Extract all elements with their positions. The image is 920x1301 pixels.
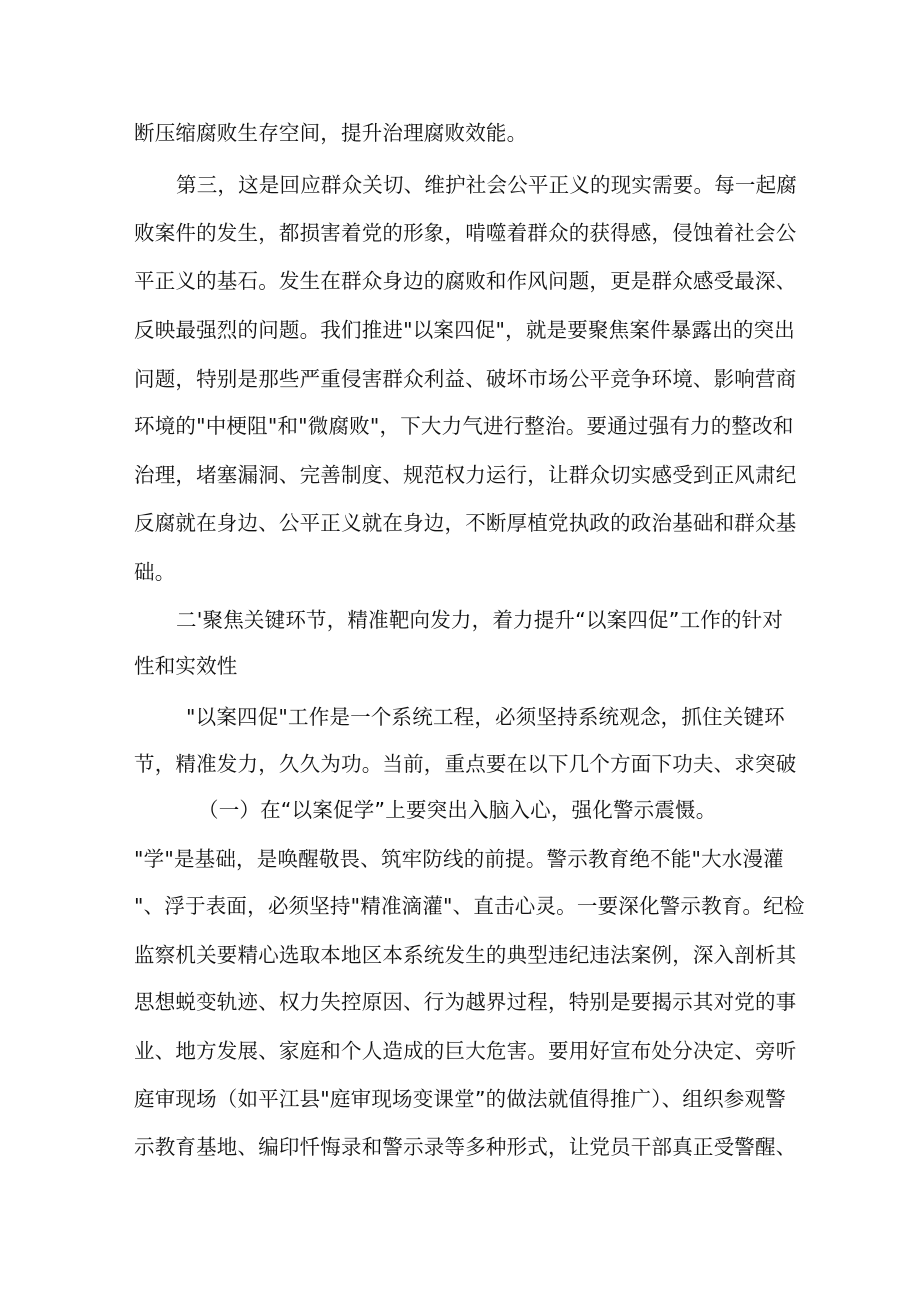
text-line-20: 业、地方发展、家庭和个人造成的巨大危害。要用好宣布处分决定、旁听 [134,1039,797,1063]
text-line-4: 平正义的基石。发生在群众身边的腐败和作风问题，更是群众感受最深、 [134,269,797,293]
text-line-14: 节，精准发力，久久为功。当前，重点要在以下几个方面下功夫、求突破 [134,752,797,776]
text-line-10: 础。 [134,560,176,584]
text-line-19: 思想蜕变轨迹、权力失控原因、行为越界过程，特别是要揭示其对党的事 [134,990,797,1014]
text-line-5: 反映最强烈的问题。我们推进"以案四促"，就是要聚焦案件暴露出的突出 [134,318,795,342]
text-line-22: 示教育基地、编印忏悔录和警示录等多种形式，让党员干部真正受警醒、 [134,1135,797,1159]
text-line-6: 问题，特别是那些严重侵害群众利益、破坏市场公平竞争环境、影响营商 [134,367,797,391]
text-line-21: 庭审现场（如平江县"庭审现场变课堂”的做法就值得推广）、组织参观警 [134,1087,786,1111]
text-line-1: 断压缩腐败生存空间，提升治理腐败效能。 [134,121,528,145]
section-heading-line-1: 二'聚焦关键环节，精准靶向发力，着力提升“以案四促”工作的针对 [176,608,784,632]
text-line-2: 第三，这是回应群众关切、维护社会公平正义的现实需要。每一起腐 [176,173,797,197]
text-line-16: "学"是基础，是唤醒敬畏、筑牢防线的前提。警示教育绝不能"大水漫灌 [134,847,784,871]
text-line-13: "以案四促"工作是一个系统工程，必须坚持系统观念，抓住关键环 [186,705,785,729]
text-line-17: "、浮于表面，必须坚持"精准滴灌"、直击心灵。一要深化警示教育。纪检 [134,894,805,918]
text-line-7: 环境的"中梗阻"和"微腐败"，下大力气进行整治。要通过强有力的整改和 [134,414,794,438]
text-line-18: 监察机关要精心选取本地区本系统发生的典型违纪违法案例，深入剖析其 [134,943,797,967]
text-line-3: 败案件的发生，都损害着党的形象，啃噬着群众的获得感，侵蚀着社会公 [134,221,797,245]
text-line-8: 治理，堵塞漏洞、完善制度、规范权力运行，让群众切实感受到正风肃纪 [134,463,797,487]
subsection-heading: （一）在“以案促学”上要突出入脑入心，强化警示震慑。 [198,798,717,822]
text-line-9: 反腐就在身边、公平正义就在身边，不断厚植党执政的政治基础和群众基 [134,511,797,535]
section-heading-line-2: 性和实效性 [134,654,238,678]
